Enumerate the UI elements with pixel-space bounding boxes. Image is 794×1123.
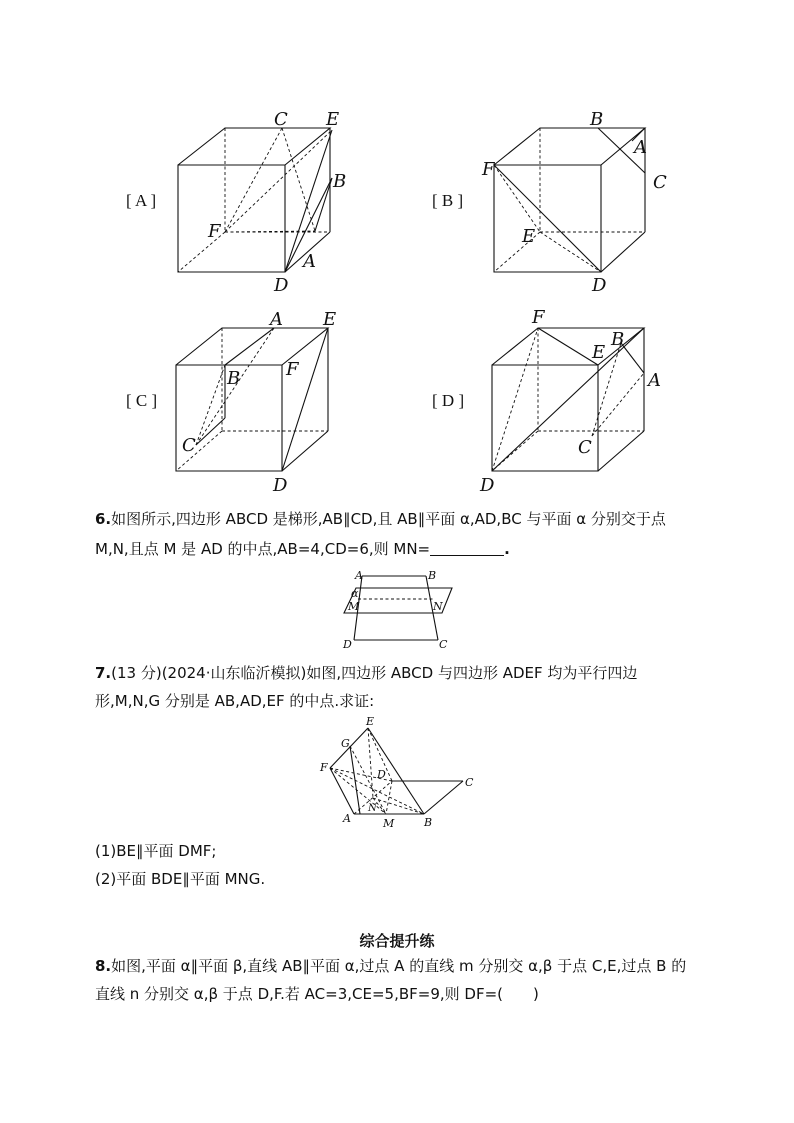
question-6-number: 6. bbox=[95, 510, 112, 528]
question-7-part-2: (2)平面 BDE∥平面 MNG. bbox=[95, 870, 266, 888]
question-7-number: 7. bbox=[95, 664, 112, 682]
vertex-label: A bbox=[270, 309, 283, 330]
vertex-label: A bbox=[303, 251, 316, 272]
option-d-label: [ D ] bbox=[432, 391, 465, 410]
vertex-label: E bbox=[323, 309, 337, 330]
figure-label: C bbox=[439, 638, 448, 651]
question-6-line-1 bbox=[95, 508, 666, 530]
question-6-period: . bbox=[504, 540, 510, 558]
section-title: 综合提升练 bbox=[359, 932, 435, 950]
vertex-label: B bbox=[227, 368, 241, 389]
figure-label: D bbox=[343, 638, 352, 651]
vertex-label: C bbox=[274, 109, 288, 130]
figure-label: A bbox=[343, 812, 351, 825]
vertex-label: F bbox=[482, 159, 495, 180]
vertex-label: C bbox=[578, 437, 592, 458]
figure-label: N bbox=[433, 600, 443, 613]
question-6-line-2 bbox=[95, 538, 510, 560]
vertex-label: A bbox=[648, 370, 661, 391]
parallelogram-figure bbox=[316, 714, 478, 836]
option-b-label: [ B ] bbox=[432, 191, 464, 210]
question-7-line-1 bbox=[95, 662, 637, 684]
figure-label: M bbox=[383, 817, 395, 830]
option-c-label: [ C ] bbox=[126, 391, 158, 410]
vertex-label: F bbox=[208, 221, 221, 242]
option-a-label: [ A ] bbox=[126, 191, 157, 210]
vertex-label: C bbox=[653, 172, 667, 193]
question-8-line-1 bbox=[95, 955, 686, 977]
question-7-text-2: 形,M,N,G 分别是 AB,AD,EF 的中点.求证: bbox=[95, 692, 375, 710]
vertex-label: D bbox=[592, 275, 607, 295]
question-8-text-2: 直线 n 分别交 α,β 于点 D,F.若 AC=3,CE=5,BF=9,则 DF=( ) bbox=[95, 985, 539, 1003]
cube-figure-d bbox=[476, 303, 676, 495]
trapezoid-plane-figure bbox=[338, 566, 468, 656]
vertex-label: C bbox=[182, 435, 196, 456]
vertex-label: F bbox=[286, 359, 299, 380]
question-7-part-1: (1)BE∥平面 DMF; bbox=[95, 842, 217, 860]
figure-label: E bbox=[366, 715, 375, 728]
vertex-label: B bbox=[333, 171, 347, 192]
figure-label: D bbox=[377, 768, 386, 781]
question-7-text: (13 分)(2024·山东临沂模拟)如图,四边形 ABCD 与四边形 ADEF 均为平行四边 bbox=[111, 664, 638, 682]
figure-label: A bbox=[355, 569, 363, 582]
figure-label: α bbox=[351, 587, 359, 600]
figure-label: F bbox=[320, 761, 328, 774]
cube-figure-b bbox=[480, 105, 670, 295]
question-8-line-2 bbox=[95, 983, 539, 1005]
vertex-label: E bbox=[592, 342, 606, 363]
vertex-label: B bbox=[611, 329, 625, 350]
figure-label: C bbox=[465, 776, 474, 789]
figure-label: M bbox=[348, 600, 360, 613]
cube-figure-a bbox=[170, 105, 350, 295]
vertex-label: E bbox=[522, 226, 536, 247]
figure-label: B bbox=[428, 569, 437, 582]
vertex-label: F bbox=[532, 307, 545, 328]
vertex-label: D bbox=[480, 475, 495, 495]
question-7-line-2 bbox=[95, 690, 374, 712]
question-8-text: 如图,平面 α∥平面 β,直线 AB∥平面 α,过点 A 的直线 m 分别交 α,β 于点 C,E,过点 B 的 bbox=[111, 957, 687, 975]
vertex-label: D bbox=[273, 475, 288, 495]
figure-label: N bbox=[368, 803, 377, 814]
figure-label: G bbox=[341, 737, 350, 750]
answer-blank[interactable] bbox=[430, 541, 504, 556]
question-8-number: 8. bbox=[95, 957, 112, 975]
vertex-label: A bbox=[634, 137, 647, 158]
figure-label: B bbox=[424, 816, 433, 829]
vertex-label: B bbox=[590, 109, 604, 130]
vertex-label: E bbox=[326, 109, 340, 130]
question-6-text-2: M,N,且点 M 是 AD 的中点,AB=4,CD=6,则 MN= bbox=[95, 540, 431, 558]
cube-figure-c bbox=[170, 305, 350, 495]
question-6-text: 如图所示,四边形 ABCD 是梯形,AB∥CD,且 AB∥平面 α,AD,BC 与平面 α 分别交于点 bbox=[111, 510, 666, 528]
vertex-label: D bbox=[274, 275, 289, 295]
